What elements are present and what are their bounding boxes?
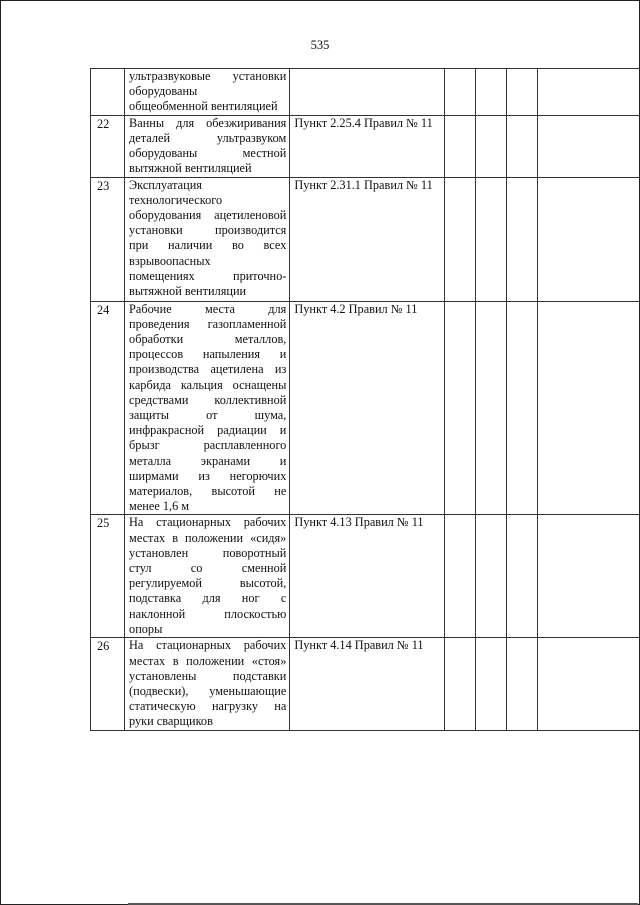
- requirement-line: металла экранами и: [129, 453, 287, 468]
- requirement-line: производства ацетилена из: [129, 362, 287, 377]
- answer-cell-4: [537, 515, 640, 638]
- answer-cell-4: [537, 69, 640, 116]
- requirement-line: технологического: [129, 192, 223, 207]
- requirement-line: инфракрасной радиации и: [129, 423, 287, 438]
- requirement-line: взрывоопасных: [129, 253, 211, 268]
- reference-cell: [290, 69, 444, 116]
- requirement-cell: [125, 515, 290, 638]
- requirement-line: ультразвуковые установки: [129, 69, 287, 83]
- table-row: [91, 115, 640, 177]
- requirement-cell: [125, 301, 290, 515]
- answer-cell-3: [506, 69, 537, 116]
- answer-cell-3: [506, 301, 537, 515]
- requirement-line: местах в положении «сидя»: [129, 530, 287, 545]
- requirement-line: (подвески), уменьшающие: [129, 684, 287, 699]
- requirement-line: менее 1,6 м: [129, 499, 190, 514]
- requirement-cell: [125, 638, 290, 730]
- answer-cell-3: [506, 177, 537, 301]
- requirement-line: карбида кальция оснащены: [129, 377, 287, 392]
- requirement-line: вытяжной вентиляции: [129, 284, 247, 299]
- requirement-line: проведения газопламенной: [129, 316, 287, 331]
- answer-cell-1: [444, 115, 475, 177]
- requirement-line: опоры: [129, 621, 163, 636]
- requirement-line: общеобменной вентиляцией: [129, 99, 278, 114]
- requirement-line: оборудованы: [129, 84, 198, 99]
- requirement-line: ширмами из негорючих: [129, 468, 287, 483]
- row-number: 24: [91, 301, 125, 515]
- answer-cell-3: [506, 515, 537, 638]
- answer-cell-4: [537, 301, 640, 515]
- answer-cell-2: [475, 301, 506, 515]
- requirement-cell: [125, 177, 290, 301]
- answer-cell-4: [537, 115, 640, 177]
- answer-cell-2: [475, 115, 506, 177]
- answer-cell-4: [537, 177, 640, 301]
- row-number: 23: [91, 177, 125, 301]
- requirement-line: На стационарных рабочих: [129, 638, 287, 653]
- requirement-line: установлен поворотный: [129, 545, 287, 560]
- checklist-table: [90, 68, 640, 731]
- row-number: 25: [91, 515, 125, 638]
- requirement-cell: [125, 69, 290, 116]
- requirement-cell: [125, 115, 290, 177]
- row-number: 26: [91, 638, 125, 730]
- requirement-line: статическую нагрузку на: [129, 699, 287, 714]
- requirement-line: средствами коллективной: [129, 392, 287, 407]
- requirement-line: материалов, высотой не: [129, 484, 287, 499]
- requirement-line: стул со сменной: [129, 561, 287, 576]
- requirement-line: Рабочие места для: [129, 301, 287, 316]
- answer-cell-1: [444, 515, 475, 638]
- answer-cell-1: [444, 638, 475, 730]
- answer-cell-1: [444, 177, 475, 301]
- requirement-line: процессов напыления и: [129, 347, 287, 362]
- reference-cell: Пункт 2.25.4 Правил № 11: [290, 115, 444, 177]
- requirement-line: оборудованы местной: [129, 146, 287, 161]
- requirement-line: обработки металлов,: [129, 332, 287, 347]
- row-number: [91, 69, 125, 116]
- requirement-line: руки сварщиков: [129, 714, 213, 729]
- answer-cell-1: [444, 301, 475, 515]
- requirement-line: установки производится: [129, 223, 287, 238]
- requirement-line: защиты от шума,: [129, 408, 287, 423]
- requirement-line: На стационарных рабочих: [129, 515, 287, 530]
- page-number: 535: [310, 38, 330, 52]
- requirement-line: при наличии во всех: [129, 238, 287, 253]
- requirement-line: Ванны для обезжиривания: [129, 115, 287, 130]
- answer-cell-3: [506, 638, 537, 730]
- answer-cell-1: [444, 69, 475, 116]
- reference-cell: Пункт 4.2 Правил № 11: [290, 301, 444, 515]
- table-row: [91, 177, 640, 301]
- reference-cell: Пункт 2.31.1 Правил № 11: [290, 177, 444, 301]
- table-row: [91, 69, 640, 116]
- answer-cell-2: [475, 69, 506, 116]
- requirement-line: местах в положении «стоя»: [129, 653, 287, 668]
- requirement-line: регулируемой высотой,: [129, 576, 287, 591]
- requirement-line: помещениях приточно-: [129, 268, 287, 283]
- requirement-line: оборудования ацетиленовой: [129, 208, 287, 223]
- requirement-line: Эксплуатация: [129, 177, 202, 192]
- answer-cell-2: [475, 177, 506, 301]
- reference-cell: Пункт 4.13 Правил № 11: [290, 515, 444, 638]
- requirement-line: наклонной плоскостью: [129, 606, 287, 621]
- requirement-line: подставка для ног с: [129, 591, 287, 606]
- reference-cell: Пункт 4.14 Правил № 11: [290, 638, 444, 730]
- answer-cell-3: [506, 115, 537, 177]
- table-row: [91, 638, 640, 730]
- table-row: [91, 515, 640, 638]
- requirement-line: деталей ультразвуком: [129, 130, 287, 145]
- answer-cell-2: [475, 638, 506, 730]
- requirement-line: установлены подставки: [129, 668, 287, 683]
- table-row: [91, 301, 640, 515]
- requirement-line: вытяжной вентиляцией: [129, 161, 252, 176]
- answer-cell-4: [537, 638, 640, 730]
- requirement-line: брызг расплавленного: [129, 438, 287, 453]
- answer-cell-2: [475, 515, 506, 638]
- row-number: 22: [91, 115, 125, 177]
